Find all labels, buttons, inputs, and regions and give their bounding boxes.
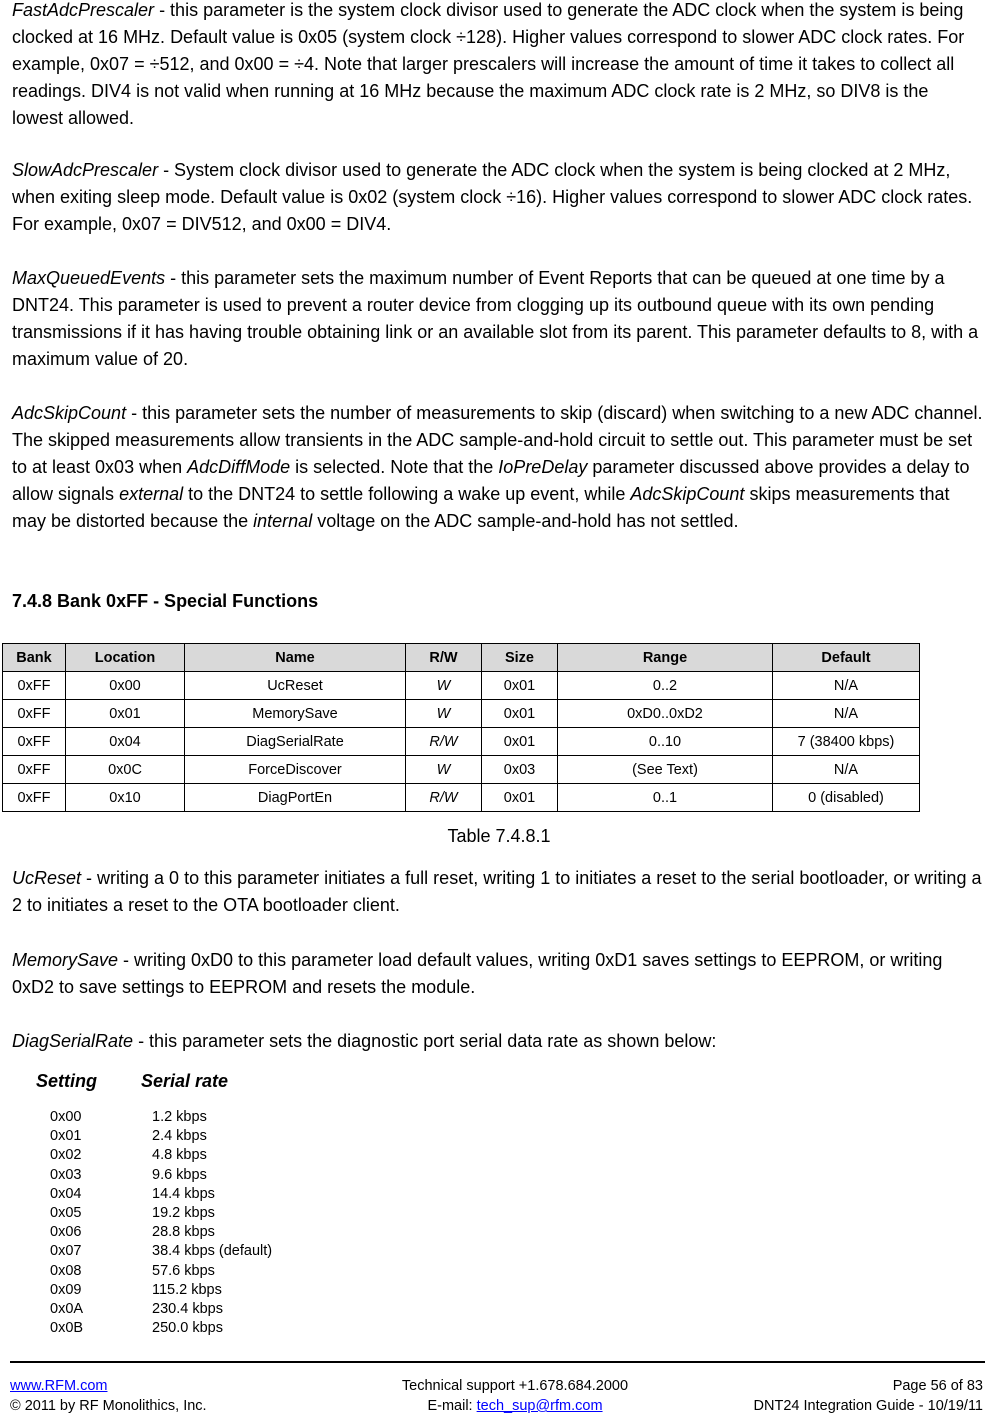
param-description: voltage on the ADC sample-and-hold has not settled. <box>312 511 739 531</box>
email-label: E-mail: <box>427 1398 477 1414</box>
footer-right <box>754 1376 983 1416</box>
table-cell: 0x01 <box>482 700 558 728</box>
table-cell: 0xFF <box>3 784 66 812</box>
param-description: - this parameter sets the maximum number of Event Reports that can be queued at one time by a DNT24. This parameter is used to prevent a router device from clogging up its outbound queue with its own pending transmissions if it has having trouble obtaining link or an available slot from its parent. This parameter defaults to 8, with a maximum value of 20. <box>12 268 979 369</box>
serial-rate-list <box>50 1108 272 1338</box>
list-item <box>50 1281 272 1300</box>
table-header-row <box>3 644 920 672</box>
setting-value: 0x08 <box>50 1262 82 1279</box>
table-caption: Table 7.4.8.1 <box>447 826 551 846</box>
table-cell: W <box>406 672 482 700</box>
uc-reset-paragraph <box>12 865 984 919</box>
table-cell: 0x01 <box>482 784 558 812</box>
table-cell: N/A <box>773 672 920 700</box>
setting-value: 0x00 <box>50 1109 82 1125</box>
setting-value: 0x07 <box>50 1243 82 1260</box>
table-cell: 0xFF <box>3 756 66 784</box>
param-description: - System clock divisor used to generate the ADC clock when the system is being clocked at 2 MHz, when exiting sleep mode. Default value is 0x02 (system clock ÷16). Higher values correspond to slower ADC clock rates. For example, 0x07 = DIV512, and 0x00 = DIV4. <box>12 160 973 234</box>
param-term: DiagSerialRate <box>12 1031 134 1051</box>
rate-value: 2.4 kbps <box>152 1128 207 1145</box>
table-row <box>3 784 920 812</box>
table-cell: 0x00 <box>66 672 185 700</box>
table-cell: 7 (38400 kbps) <box>773 728 920 756</box>
setting-value: 0x06 <box>50 1224 82 1241</box>
setting-value: 0x0B <box>50 1320 84 1337</box>
inline-term: AdcSkipCount <box>630 484 745 504</box>
table-cell: 0x01 <box>482 728 558 756</box>
page-number: Page 56 of 83 <box>892 1378 983 1394</box>
section-heading: 7.4.8 Bank 0xFF - Special Functions <box>12 591 319 611</box>
fast-adc-prescaler-paragraph <box>12 0 984 132</box>
header-cell: Range <box>558 644 773 672</box>
diag-serial-rate-paragraph <box>12 1028 984 1055</box>
list-item <box>50 1262 272 1281</box>
footer-divider <box>10 1361 985 1363</box>
list-item <box>50 1242 272 1261</box>
list-item <box>50 1223 272 1242</box>
table-cell: 0 (disabled) <box>773 784 920 812</box>
rate-value: 230.4 kbps <box>152 1301 223 1318</box>
table-cell: 0xD0..0xD2 <box>558 700 773 728</box>
header-cell: R/W <box>406 644 482 672</box>
rate-value: 9.6 kbps <box>152 1166 207 1183</box>
table-row <box>3 672 920 700</box>
list-item <box>50 1146 272 1165</box>
rate-value: 57.6 kbps <box>152 1262 215 1279</box>
rate-value: 250.0 kbps <box>152 1320 223 1337</box>
table-row <box>3 728 920 756</box>
setting-value: 0x0A <box>50 1301 84 1318</box>
list-item <box>50 1300 272 1319</box>
table-cell: 0x01 <box>66 700 185 728</box>
header-cell: Default <box>773 644 920 672</box>
table-cell: 0xFF <box>3 700 66 728</box>
list-item <box>50 1319 272 1338</box>
param-description: parameter discussed above provides a delay to allow signals <box>12 457 970 504</box>
table-cell: 0x0C <box>66 756 185 784</box>
table-cell: 0xFF <box>3 728 66 756</box>
param-description: skips measurements that may be distorted because the <box>12 484 950 531</box>
table-cell: MemorySave <box>185 700 406 728</box>
copyright-text: © 2011 by RF Monolithics, Inc. <box>10 1398 207 1414</box>
param-description: is selected. Note that the <box>290 457 499 477</box>
inline-term: AdcDiffMode <box>187 457 291 477</box>
param-description: - this parameter sets the diagnostic port serial data rate as shown below: <box>133 1031 717 1051</box>
footer-left <box>10 1376 207 1416</box>
param-term: FastAdcPrescaler <box>12 0 155 20</box>
table-cell: W <box>406 756 482 784</box>
header-cell: Name <box>185 644 406 672</box>
rate-value: 14.4 kbps <box>152 1185 215 1202</box>
table-cell: UcReset <box>185 672 406 700</box>
table-cell: DiagSerialRate <box>185 728 406 756</box>
header-cell: Size <box>482 644 558 672</box>
table-cell: 0x04 <box>66 728 185 756</box>
param-term: MemorySave <box>12 950 119 970</box>
setting-value: 0x01 <box>50 1128 82 1145</box>
table-cell: ForceDiscover <box>185 756 406 784</box>
list-item <box>50 1108 272 1127</box>
max-queued-events-paragraph <box>12 265 984 373</box>
list-item <box>50 1127 272 1146</box>
slow-adc-prescaler-paragraph <box>12 157 984 238</box>
table-cell: W <box>406 700 482 728</box>
table-cell: R/W <box>406 728 482 756</box>
table-cell: N/A <box>773 700 920 728</box>
footer-center <box>385 1376 645 1416</box>
website-link[interactable]: www.RFM.com <box>10 1378 108 1394</box>
guide-title: DNT24 Integration Guide - 10/19/11 <box>753 1398 983 1414</box>
header-cell: Location <box>66 644 185 672</box>
list-item <box>50 1204 272 1223</box>
param-term: UcReset <box>12 868 82 888</box>
rate-value: 19.2 kbps <box>152 1205 215 1222</box>
list-item <box>50 1166 272 1185</box>
setting-value: 0x02 <box>50 1147 82 1164</box>
support-phone: Technical support +1.678.684.2000 <box>401 1378 629 1394</box>
setting-value: 0x03 <box>50 1166 82 1183</box>
table-cell: (See Text) <box>558 756 773 784</box>
table-cell: 0x10 <box>66 784 185 812</box>
param-description: - this parameter sets the number of measurements to skip (discard) when switching to a new ADC channel. The skipped measurements allow transients in the ADC sample-and-hold circuit to settle out. This parameter must be set to at least 0x03 when <box>12 403 983 477</box>
param-term: AdcSkipCount <box>12 403 127 423</box>
setting-value: 0x04 <box>50 1185 82 1202</box>
inline-term: internal <box>253 511 313 531</box>
param-description: - writing a 0 to this parameter initiates a full reset, writing 1 to initiates a reset to the serial bootloader, or writing a 2 to initiates a reset to the OTA bootloader client. <box>12 868 982 915</box>
rate-value: 4.8 kbps <box>152 1147 207 1164</box>
param-description: - writing 0xD0 to this parameter load default values, writing 0xD1 saves settings to EEPROM, or writing 0xD2 to save settings to EEPROM and resets the module. <box>12 950 943 997</box>
setting-column-header: Setting <box>36 1071 97 1091</box>
param-term: MaxQueuedEvents <box>12 268 166 288</box>
table-cell: N/A <box>773 756 920 784</box>
table-cell: 0x03 <box>482 756 558 784</box>
email-link[interactable]: tech_sup@rfm.com <box>476 1398 603 1414</box>
header-cell: Bank <box>3 644 66 672</box>
rate-value: 38.4 kbps (default) <box>152 1243 273 1260</box>
table-cell: 0..1 <box>558 784 773 812</box>
table-cell: R/W <box>406 784 482 812</box>
memory-save-paragraph <box>12 947 984 1001</box>
inline-term: external <box>119 484 184 504</box>
table-cell: DiagPortEn <box>185 784 406 812</box>
rate-value: 28.8 kbps <box>152 1224 215 1241</box>
param-term: SlowAdcPrescaler <box>12 160 159 180</box>
adc-skip-count-paragraph <box>12 400 984 535</box>
table-row <box>3 756 920 784</box>
table-row <box>3 700 920 728</box>
table-cell: 0x01 <box>482 672 558 700</box>
inline-term: IoPreDelay <box>498 457 588 477</box>
table-cell: 0..10 <box>558 728 773 756</box>
setting-value: 0x09 <box>50 1281 82 1298</box>
param-description: to the DNT24 to settle following a wake up event, while <box>183 484 631 504</box>
list-item <box>50 1185 272 1204</box>
bank-ff-table <box>2 643 920 812</box>
param-description: - this parameter is the system clock divisor used to generate the ADC clock when the system is being clocked at 16 MHz. Default value is 0x05 (system clock ÷128). Higher values correspond to slower ADC clock rates. For example, 0x07 = ÷512, and 0x00 = ÷4. Note that larger prescalers will increase the amount of time it takes to collect all readings. DIV4 is not valid when running at 16 MHz because the maximum ADC clock rate is 2 MHz, so DIV8 is the lowest allowed. <box>12 0 965 128</box>
rate-value: 1.2 kbps <box>152 1109 207 1125</box>
serial-rate-column-header: Serial rate <box>141 1071 229 1091</box>
table-cell: 0..2 <box>558 672 773 700</box>
setting-value: 0x05 <box>50 1205 82 1222</box>
table-cell: 0xFF <box>3 672 66 700</box>
rate-value: 115.2 kbps <box>152 1281 222 1298</box>
